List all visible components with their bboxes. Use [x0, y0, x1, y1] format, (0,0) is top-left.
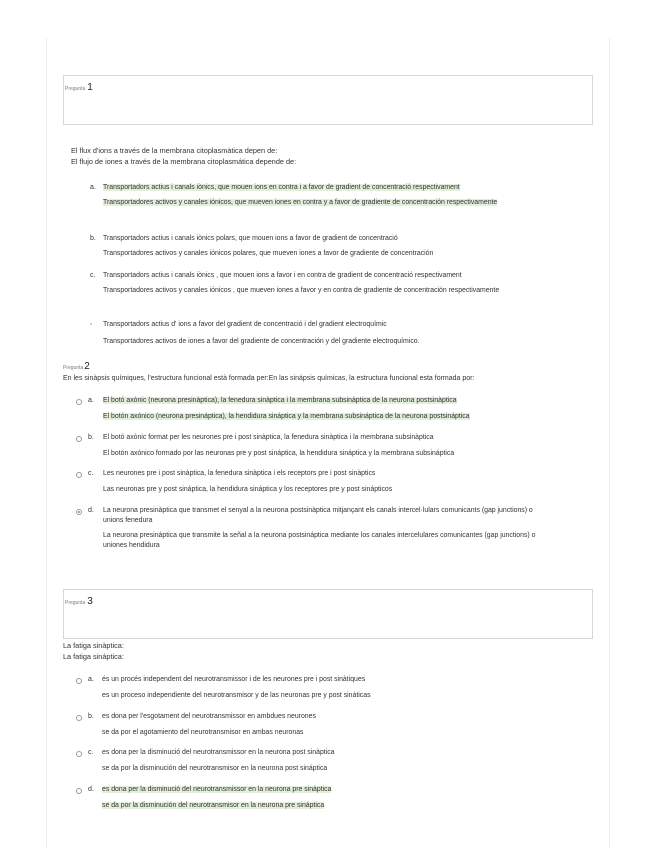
option-letter: ,: [90, 319, 92, 326]
quiz-page: [46, 38, 610, 848]
option-letter: d.: [88, 507, 94, 514]
question-1-option-d[interactable]: [103, 320, 573, 346]
option-text-es: se da por la disminución del neurotransmisor en la neurona post sináptica: [102, 764, 328, 772]
question-1-option-a[interactable]: [103, 183, 543, 207]
option-text-ca: Transportadors actius i canals iònics , que mouen ions a favor i en contra de gradient de concentració respectivament: [103, 272, 462, 279]
question-1-stem-ca: El flux d'ions a través de la membrana citoplasmàtica depen de:: [71, 146, 278, 155]
question-3-option-a[interactable]: [102, 675, 572, 700]
option-letter: b.: [88, 713, 94, 720]
option-text-es: Transportadores activos y canales iónicos , que mueven iones a favor y en contra de gradiente de concentración respectivamente: [103, 286, 500, 294]
question-3-option-c[interactable]: [102, 748, 572, 773]
option-radio[interactable]: [76, 751, 82, 757]
option-text-ca: Transportadors actius d' ions a favor del gradient de concentració i del gradient electroquímic: [103, 321, 387, 328]
option-text-es: Transportadores activos y canales iónicos polares, que mueven iones a favor de gradiente de concentración: [103, 249, 434, 257]
question-3-stem-es: La fatiga sináptica:: [63, 652, 124, 661]
option-text-ca: La neurona presinàptica que transmet el senyal a la neurona postsinàptica mitjançant els canals intercel·lulars comunicants (gap junctions) o unions fenedura: [103, 507, 533, 524]
option-letter: c.: [88, 749, 94, 756]
option-letter: c.: [90, 272, 96, 279]
question-1-stem-es: El flujo de iones a través de la membrana citoplasmática depende de:: [71, 157, 297, 166]
option-text-es: La neurona presináptica que transmite la señal a la neurona postsináptica mediante los canales intercelulares comunicantes (gap junctions) o uniones hendidura: [103, 532, 536, 549]
question-1-option-b[interactable]: [103, 234, 573, 258]
option-text-es: es un proceso independiente del neurotransmisor y de las neuronas pre y post sináticas: [102, 691, 371, 699]
option-text-ca: El botó axònic format per les neurones pre i post sinàptica, la fenedura sinàptica i la membrana subsinàptica: [103, 434, 434, 441]
option-text-es: El botón axónico (neurona presináptica), la hendidura sináptica y la membrana subsináptica de la neurona postsináptica: [103, 412, 470, 420]
option-text-es: El botón axónico formado por las neuronas pre y post sináptica, la hendidura sináptica y la membrana subsináptica: [103, 449, 455, 457]
question-3-header: [63, 589, 593, 639]
question-1-header: [63, 75, 593, 125]
option-text-ca: Les neurones pre i post sinàptica, la fenedura sinàptica i els receptors pre i post sinàptics: [103, 470, 376, 477]
option-radio[interactable]: [76, 678, 82, 684]
option-text-es: Transportadores activos de iones a favor del gradiente de concentración y del gradiente electroquímico.: [103, 337, 420, 345]
option-radio[interactable]: [76, 436, 82, 442]
question-2-option-c[interactable]: [103, 469, 573, 494]
question-number: 2: [84, 361, 90, 372]
question-2-option-a[interactable]: [103, 396, 573, 421]
option-text-ca: Transportadors actius i canals iònics, que mouen ions en contra i a favor de gradient de concentració respectivament: [103, 184, 460, 191]
option-text-ca: El botó axònic (neurona presinàptica), la fenedura sinàptica i la membrana subsinàptica de la neurona postsinàptica: [103, 397, 457, 404]
option-text-es: Transportadores activos y canales iónicos, que mueven iones en contra y a favor de gradiente de concentración respectivamente: [103, 198, 498, 206]
option-text-es: se da por la disminución del neurotransmisor en la neurona pre sináptica: [102, 801, 325, 809]
option-letter: a.: [88, 397, 94, 404]
option-radio[interactable]: [76, 472, 82, 478]
question-2-stem: En les sinàpsis químiques, l'estructura funcional està formada per:En las sinápsis químicas, la estructura funcional esta formada por:: [63, 375, 475, 382]
option-radio[interactable]: [76, 399, 82, 405]
option-letter: d.: [88, 786, 94, 793]
option-letter: b.: [88, 434, 94, 441]
option-radio-selected[interactable]: [76, 509, 82, 515]
question-2-option-d[interactable]: [103, 506, 543, 550]
option-letter: a.: [90, 184, 96, 191]
option-text-es: Las neuronas pre y post sináptica, la hendidura sináptica y los receptores pre y post sinápticos: [103, 485, 393, 493]
question-label: Pregunta 3: [65, 596, 93, 607]
question-2-label: Pregunta2: [63, 361, 90, 372]
option-text-ca: es dona per la disminució del neurotransmissor en la neurona pre sinàptica: [102, 786, 332, 793]
question-3-option-b[interactable]: [102, 712, 572, 737]
option-text-ca: es dona per la disminució del neurotransmissor en la neurona post sinàptica: [102, 749, 335, 756]
option-text-ca: es dona per l'esgotament del neurotransmissor en ambdues neurones: [102, 713, 316, 720]
question-label: Pregunta 1: [65, 82, 93, 93]
question-number: 1: [87, 82, 93, 93]
question-2-option-b[interactable]: [103, 433, 583, 458]
option-text-ca: Transportadors actius i canals iònics polars, que mouen ions a favor de gradient de concentració: [103, 235, 398, 242]
question-number: 3: [87, 596, 93, 607]
question-3-option-d[interactable]: [102, 785, 572, 810]
question-1-option-c[interactable]: [103, 271, 543, 295]
option-radio[interactable]: [76, 788, 82, 794]
option-radio[interactable]: [76, 715, 82, 721]
option-letter: c.: [88, 470, 94, 477]
option-letter: b.: [90, 235, 96, 242]
option-letter: a.: [88, 676, 94, 683]
option-text-es: se da por el agotamiento del neurotransmisor en ambas neuronas: [102, 728, 304, 736]
question-3-stem-ca: La fatiga sinàptica:: [63, 641, 124, 650]
option-text-ca: és un procés independent del neurotransmissor i de les neurones pre i post sinàtiques: [102, 676, 366, 683]
